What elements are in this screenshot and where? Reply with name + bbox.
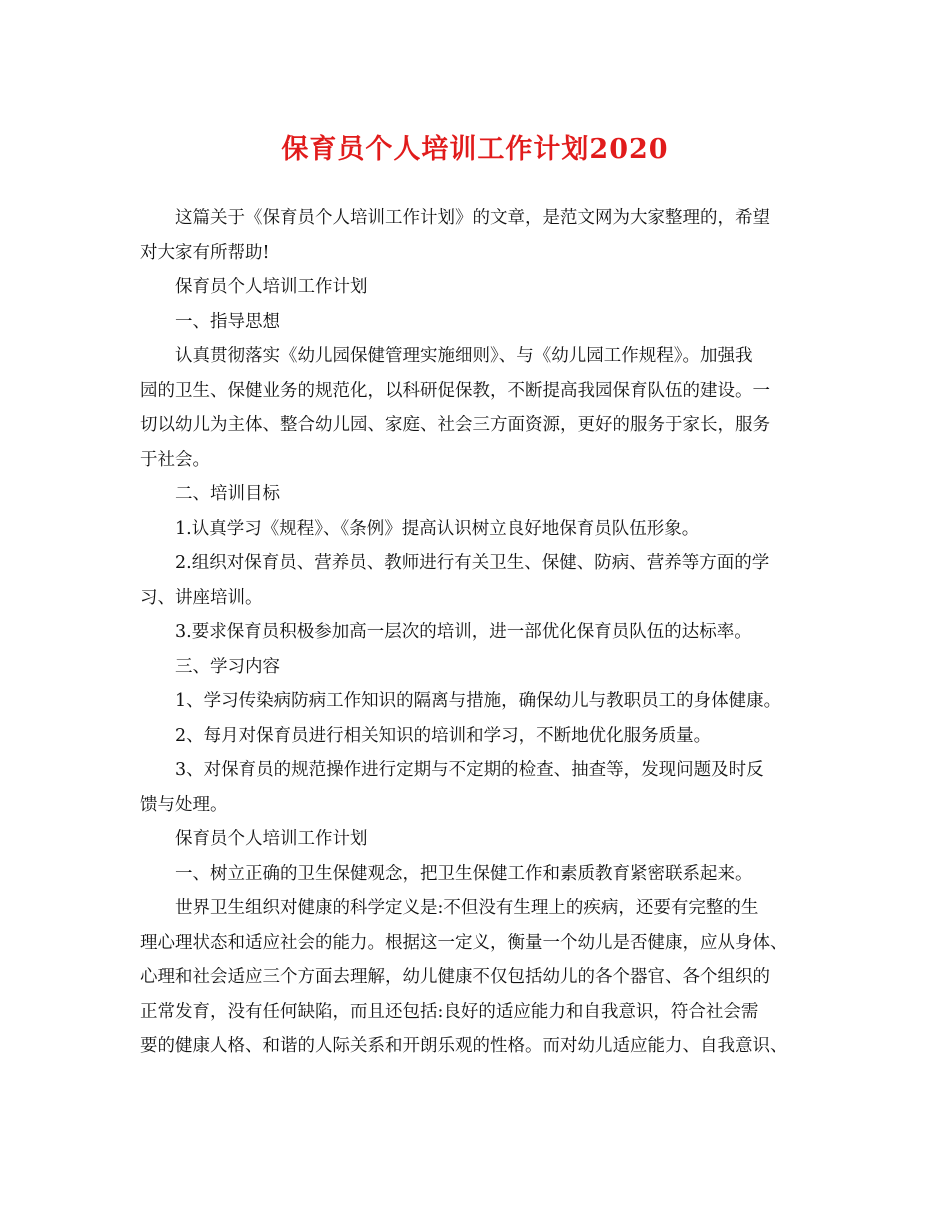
- text-line: 保育员个人培训工作计划: [175, 277, 368, 297]
- text-line: 1.认真学习《规程》、《条例》提高认识树立良好地保育员队伍形象。: [175, 518, 700, 539]
- text-line: 1、学习传染病防病工作知识的隔离与措施，确保幼儿与教职员工的身体健康。: [175, 691, 782, 711]
- text-line: 正常发育，没有任何缺陷，而且还包括:良好的适应能力和自我意识，符合社会需: [140, 1001, 759, 1022]
- text-line: 园的卫生、保健业务的规范化，以科研促保教，不断提高我园保育队伍的建设。一: [140, 380, 770, 401]
- text-line: 一、指导思想: [175, 311, 280, 332]
- text-line: 这篇关于《保育员个人培训工作计划》的文章，是范文网为大家整理的，希望: [175, 208, 770, 228]
- document-title: 保育员个人培训工作计划2020: [281, 134, 669, 165]
- text-line: 心理和社会适应三个方面去理解，幼儿健康不仅包括幼儿的各个器官、各个组织的: [140, 967, 770, 987]
- text-line: 习、讲座培训。: [140, 587, 263, 608]
- text-line: 3、对保育员的规范操作进行定期与不定期的检查、抽查等，发现问题及时反: [175, 760, 764, 780]
- text-line: 一、树立正确的卫生保健观念，把卫生保健工作和素质教育紧密联系起来。: [175, 863, 753, 884]
- text-line: 二、培训目标: [175, 484, 280, 504]
- text-line: 保育员个人培训工作计划: [175, 829, 368, 849]
- text-line: 认真贯彻落实《幼儿园保健管理实施细则》、与《幼儿园工作规程》。加强我: [175, 346, 753, 366]
- text-line: 理心理状态和适应社会的能力。根据这一定义，衡量一个幼儿是否健康，应从身体、: [140, 932, 788, 953]
- text-line: 3.要求保育员积极参加高一层次的培训，进一部优化保育员队伍的达标率。: [175, 622, 752, 642]
- document-body: [140, 201, 820, 1064]
- text-line: 世界卫生组织对健康的科学定义是:不但没有生理上的疾病，还要有完整的生: [175, 898, 759, 918]
- text-line: 2.组织对保育员、营养员、教师进行有关卫生、保健、防病、营养等方面的学: [175, 553, 770, 573]
- text-line: 于社会。: [140, 449, 210, 470]
- text-line: 2、每月对保育员进行相关知识的培训和学习，不断地优化服务质量。: [175, 725, 712, 746]
- text-line: 切以幼儿为主体、整合幼儿园、家庭、社会三方面资源，更好的服务于家长，服务: [140, 415, 770, 435]
- text-line: 要的健康人格、和谐的人际关系和开朗乐观的性格。而对幼儿适应能力、自我意识、: [140, 1036, 788, 1056]
- text-line: 馈与处理。: [140, 794, 228, 815]
- text-line: 对大家有所帮助!: [140, 242, 270, 263]
- text-line: 三、学习内容: [175, 656, 280, 677]
